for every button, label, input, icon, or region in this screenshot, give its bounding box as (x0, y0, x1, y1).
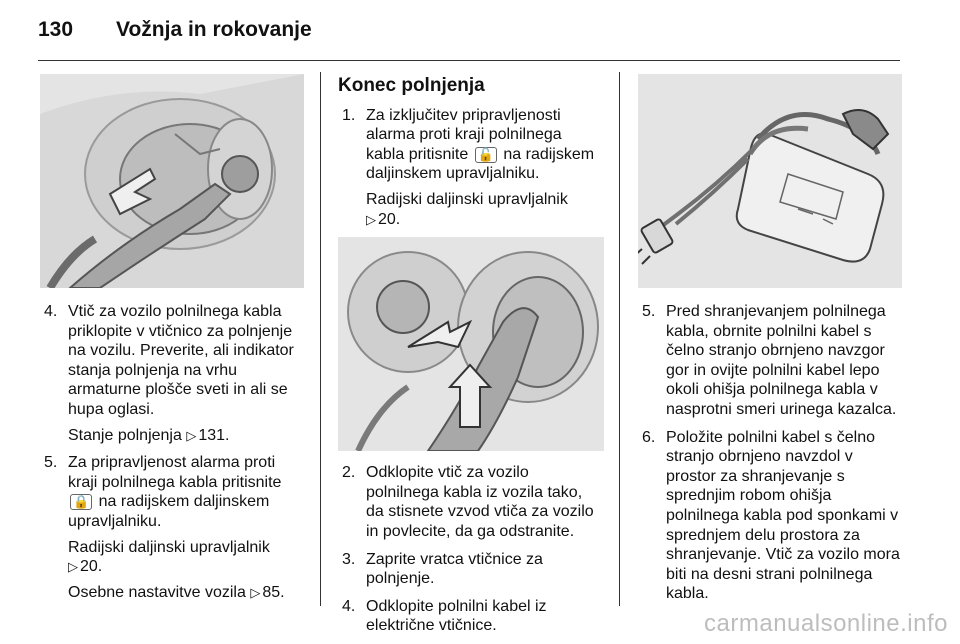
watermark-text: carmanualsonline.info (704, 610, 948, 637)
steps-list-col2-a (338, 106, 604, 230)
step-note (68, 426, 304, 446)
column-divider-1 (320, 72, 321, 606)
step-text-part: Za pripravljenost alarma proti kraji polnilnega kabla pritisnite (68, 454, 282, 491)
list-item (40, 453, 304, 602)
column-2 (338, 74, 604, 644)
cable-storage-illustration (638, 74, 902, 288)
note-text: Osebne nastavitve vozila (68, 583, 246, 601)
reference-arrow-icon: ▷ (250, 584, 261, 600)
column-1 (40, 74, 304, 610)
lock-icon: 🔒 (70, 494, 92, 510)
reference-arrow-icon: ▷ (366, 211, 376, 227)
page-reference-link[interactable]: 20. (80, 558, 103, 576)
step-number: 1. (342, 106, 356, 124)
figure-plug-in-charger (40, 74, 304, 288)
list-item (338, 106, 604, 230)
step-text (68, 453, 304, 531)
step-text: Položite polnilni kabel s čelno stranjo obrnjeno navzdol v prostor za shranjevanje s sprednjim robom ohišja polnilnega kabla pod sponkami v sprednjem delu prostora za shranjevanje. Vtič za vozilo mora biti na desni strani polnilnega kabla. (666, 428, 900, 603)
reference-arrow-icon: ▷ (186, 427, 197, 443)
list-item (638, 302, 902, 420)
steps-list-col3 (638, 302, 902, 604)
step-note (68, 583, 304, 603)
step-text: Odklopite polnilni kabel iz električne vtičnice. (366, 597, 547, 635)
unlock-icon: 🔓 (475, 147, 497, 163)
step-text-part: Za izključitev pripravljenosti alarma proti kraji polnilnega kabla pritisnite (366, 106, 562, 163)
step-number: 3. (342, 550, 356, 568)
step-note (68, 538, 304, 577)
list-item (338, 463, 604, 541)
step-number: 6. (642, 428, 656, 446)
step-text: Pred shranjevanjem polnilnega kabla, obrnite polnilni kabel s čelno stranjo obrnjeno navzgor gor in ovijte polnilni kabel lepo okoli ohišja polnilnega kabla v nasprotni smeri urinega kazalca. (666, 303, 897, 418)
step-number: 4. (44, 303, 58, 320)
step-number: 5. (642, 303, 656, 320)
step-text: Vtič za vozilo polnilnega kabla priklopite v vtičnico za polnjenje na vozilu. Preverite, ali indikator stanja polnjenja na vrhu armaturne plošče sveti in ali se hupa oglasi. (68, 303, 294, 418)
plug-in-illustration (40, 74, 304, 288)
step-number: 2. (342, 464, 356, 482)
step-text: Zaprite vratca vtičnice za polnjenje. (366, 550, 543, 588)
step-text-part: na radijskem daljinskem upravljalniku. (68, 493, 270, 530)
list-item (338, 597, 604, 636)
header-rule (38, 60, 900, 61)
column-divider-2 (619, 72, 620, 606)
page-header (38, 12, 900, 52)
page-reference-link[interactable]: 131. (198, 426, 230, 444)
unplug-illustration (338, 237, 604, 451)
list-item (338, 550, 604, 589)
step-text: Odklopite vtič za vozilo polnilnega kabla iz vozila tako, da stisnete vzvod vtiča za vozilo in povlecite, da ga odstranite. (366, 464, 594, 540)
step-number: 4. (342, 597, 356, 615)
list-item (40, 302, 304, 445)
note-text: Stanje polnjenja (68, 426, 182, 444)
figure-unplug-charger (338, 237, 604, 451)
figure-cable-storage (638, 74, 902, 288)
step-text-part: na radijskem daljinskem upravljalniku. (366, 145, 595, 183)
page-reference-link[interactable]: 20. (378, 210, 401, 228)
step-text (366, 106, 604, 184)
page-number: 130 (38, 18, 74, 41)
column-3 (638, 74, 902, 612)
step-note (366, 190, 604, 229)
list-item (638, 428, 902, 604)
note-text: Radijski daljinski upravljalnik (366, 190, 568, 208)
step-number: 5. (44, 454, 58, 472)
steps-list-col1 (40, 302, 304, 602)
section-title: Konec polnjenja (338, 75, 485, 96)
steps-list-col2-b (338, 463, 604, 636)
page-title: Vožnja in rokovanje (116, 18, 312, 41)
note-text: Radijski daljinski upravljalnik (68, 538, 270, 556)
reference-arrow-icon: ▷ (68, 559, 78, 575)
page-reference-link[interactable]: 85. (262, 583, 285, 601)
